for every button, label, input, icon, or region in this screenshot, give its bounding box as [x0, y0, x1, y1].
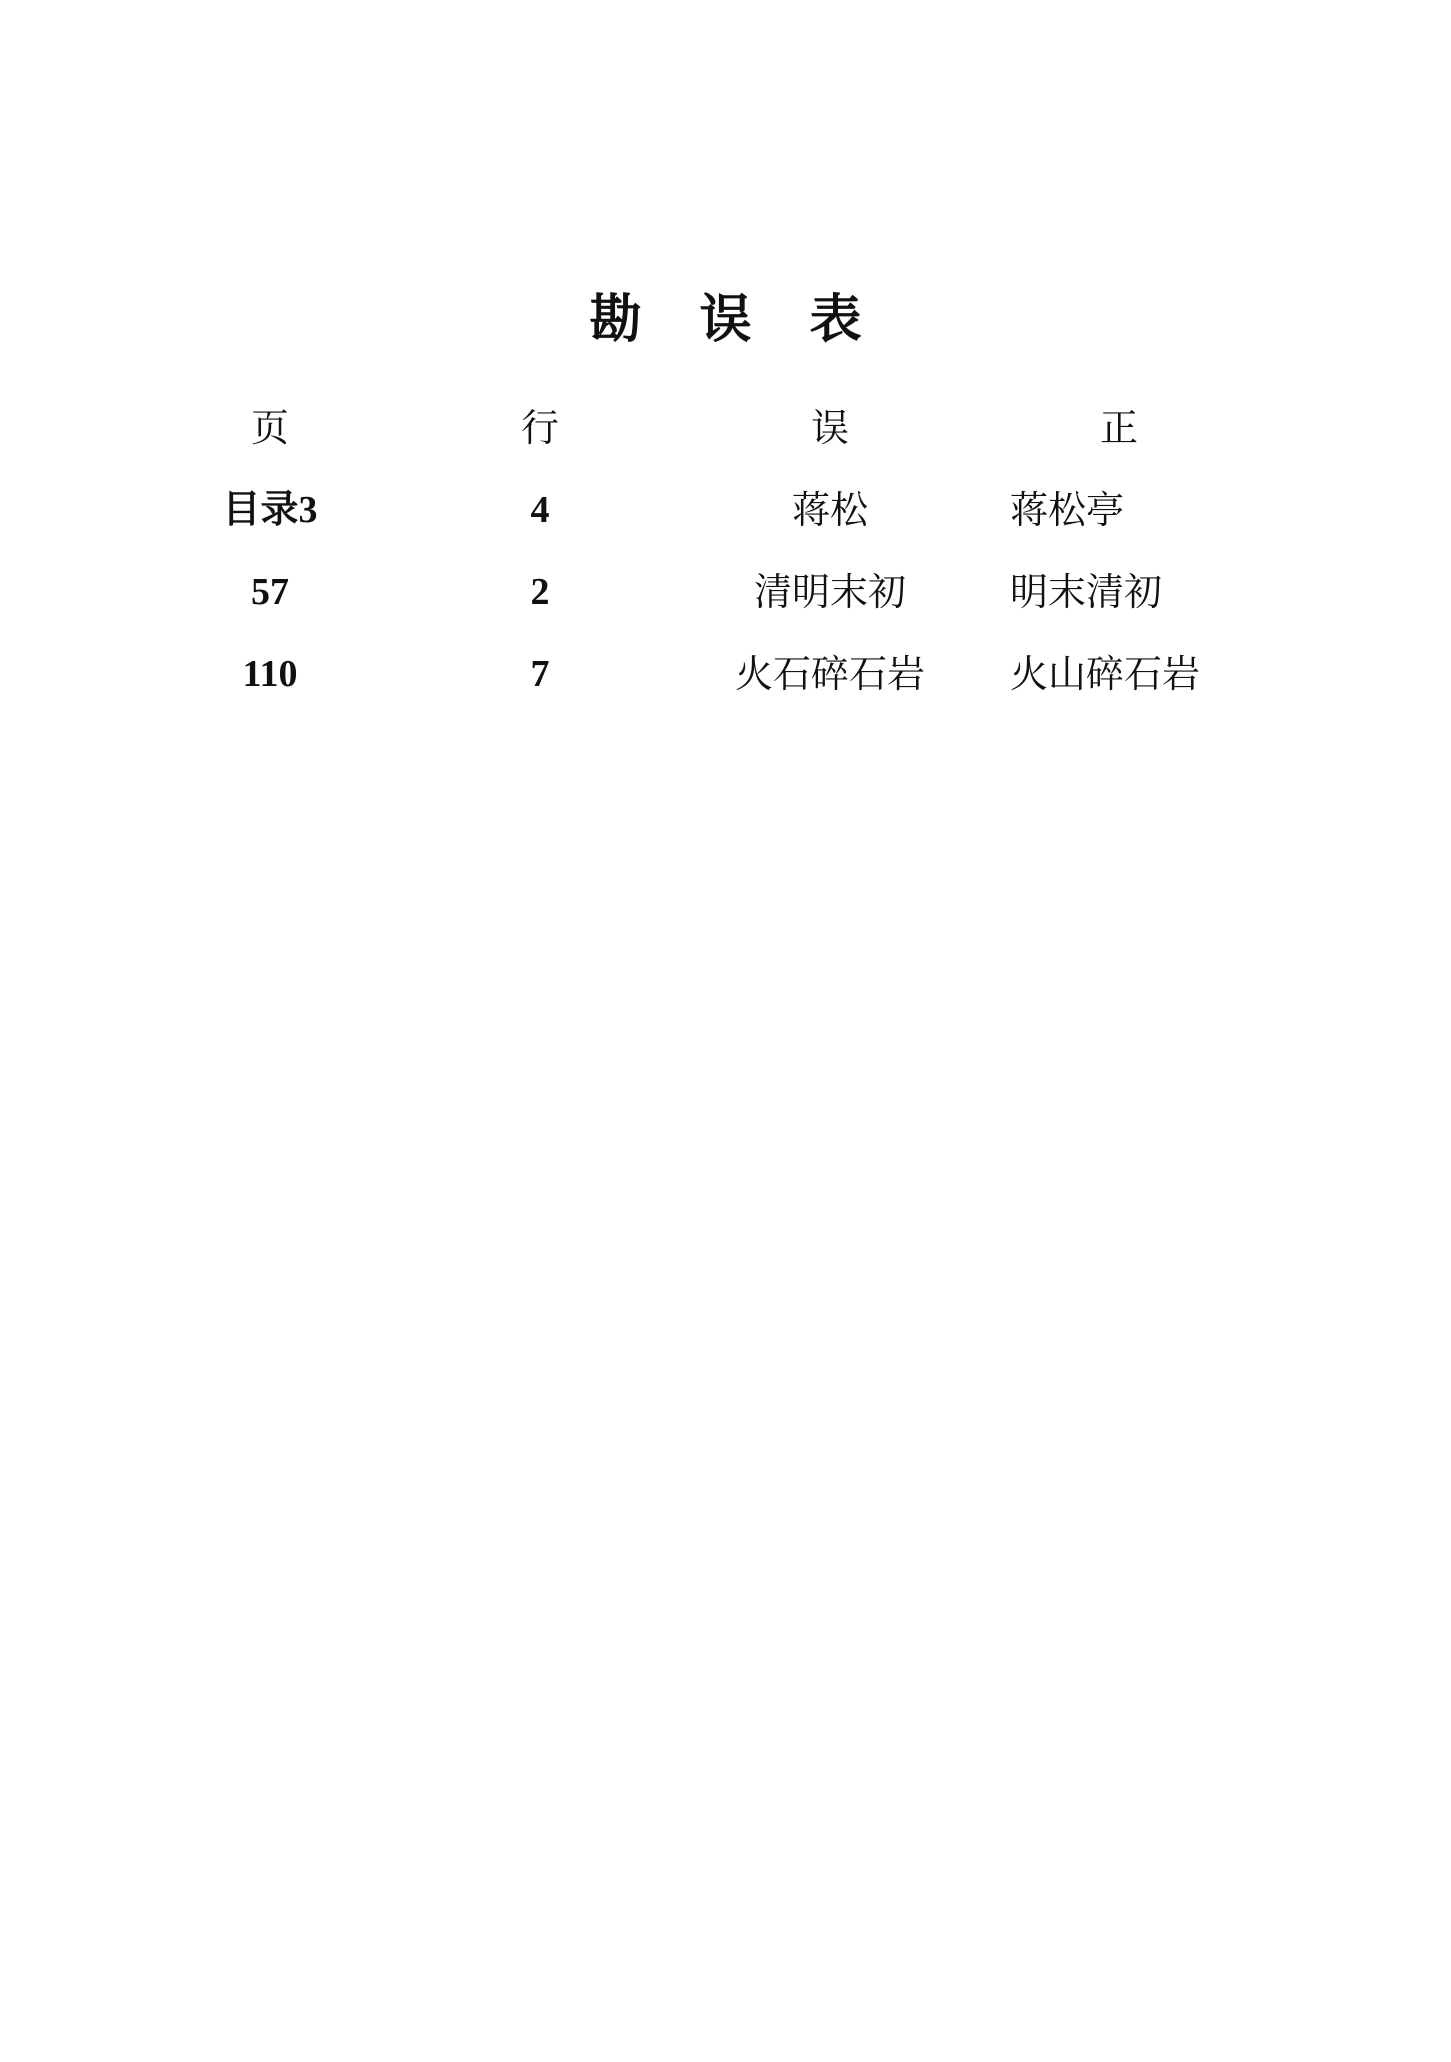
cell-right: 蒋松亭 — [1010, 488, 1125, 532]
cell-line: 4 — [530, 489, 550, 531]
column-header-line: 行 — [520, 406, 559, 450]
cell-right: 明末清初 — [1010, 570, 1163, 614]
table-header-row — [0, 400, 1451, 482]
cell-line: 2 — [530, 571, 550, 613]
cell-wrong: 清明末初 — [753, 570, 906, 614]
table-row — [0, 482, 1451, 564]
table-row — [0, 646, 1451, 728]
table-row — [0, 564, 1451, 646]
errata-table — [0, 400, 1451, 728]
cell-line: 7 — [530, 653, 550, 695]
cell-right: 火山碎石岩 — [1010, 652, 1201, 696]
column-header-right: 正 — [1100, 406, 1139, 450]
cell-page: 57 — [251, 571, 289, 613]
cell-page: 110 — [242, 653, 298, 695]
column-header-wrong: 误 — [810, 406, 849, 450]
cell-page: 目录3 — [222, 489, 318, 531]
column-header-page: 页 — [250, 406, 289, 450]
cell-wrong: 蒋松 — [791, 488, 868, 532]
page-title: 勘误表 — [589, 289, 920, 350]
cell-wrong: 火石碎石岩 — [734, 652, 925, 696]
